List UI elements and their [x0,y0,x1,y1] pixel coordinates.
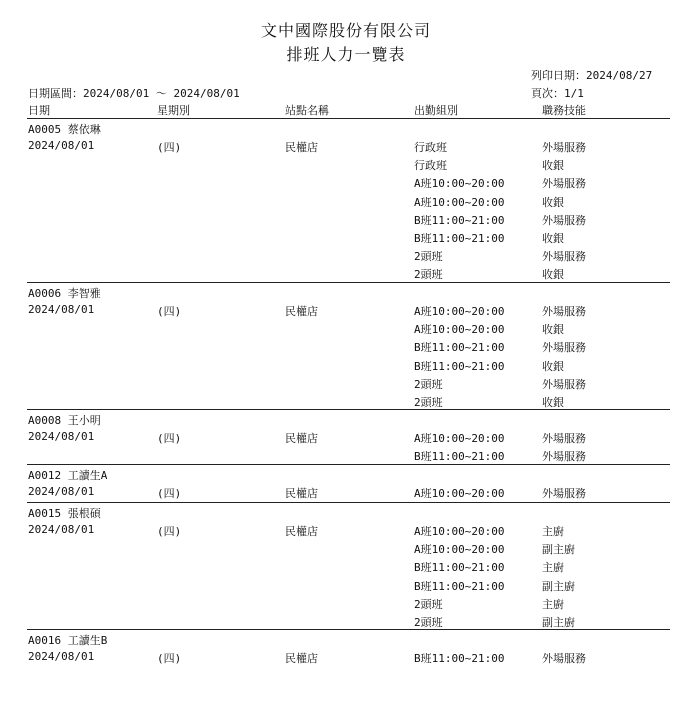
date-range: 日期區間：2024/08/01 ～ 2024/08/01 [28,87,240,100]
shift-group: B班11:00~21:00 [414,214,505,227]
shift-group: A班10:00~20:00 [414,196,505,209]
employee-name: A0006 李智雅 [28,287,101,300]
job-skill: 收銀 [542,232,564,245]
job-skill: 主廚 [542,598,564,611]
job-skill: 外場服務 [542,652,586,665]
employee-divider [27,629,670,630]
page-number: 頁次：1/1 [531,87,584,100]
job-skill: 主廚 [542,561,564,574]
schedule-date: 2024/08/01 [28,430,95,443]
shift-group: 2頭班 [414,268,443,281]
shift-group: 行政班 [414,159,447,172]
schedule-date: 2024/08/01 [28,650,95,663]
shift-group: B班11:00~21:00 [414,652,505,665]
job-skill: 收銀 [542,159,564,172]
schedule-date: 2024/08/01 [28,303,95,316]
shift-group: 2頭班 [414,250,443,263]
shift-group: B班11:00~21:00 [414,232,505,245]
job-skill: 副主廚 [542,580,575,593]
employee-divider [27,409,670,410]
schedule-date: 2024/08/01 [28,139,95,152]
employee-divider [27,502,670,503]
column-header-store: 站點名稱 [285,104,329,117]
shift-group: 行政班 [414,141,447,154]
job-skill: 收銀 [542,196,564,209]
job-skill: 外場服務 [542,250,586,263]
store-name: 民權店 [285,141,318,154]
employee-name: A0005 蔡依琳 [28,123,101,136]
shift-group: B班11:00~21:00 [414,341,505,354]
shift-group: B班11:00~21:00 [414,450,505,463]
job-skill: 外場服務 [542,341,586,354]
shift-group: A班10:00~20:00 [414,323,505,336]
job-skill: 收銀 [542,396,564,409]
employee-divider [27,282,670,283]
job-skill: 副主廚 [542,543,575,556]
shift-group: B班11:00~21:00 [414,360,505,373]
column-header-skill: 職務技能 [542,104,586,117]
weekday: (四) [157,487,182,500]
shift-group: 2頭班 [414,598,443,611]
weekday: (四) [157,305,182,318]
shift-group: 2頭班 [414,396,443,409]
job-skill: 外場服務 [542,450,586,463]
job-skill: 收銀 [542,323,564,336]
shift-group: 2頭班 [414,378,443,391]
employee-divider [27,464,670,465]
weekday: (四) [157,432,182,445]
shift-group: 2頭班 [414,616,443,629]
job-skill: 外場服務 [542,141,586,154]
schedule-date: 2024/08/01 [28,523,95,536]
weekday: (四) [157,525,182,538]
store-name: 民權店 [285,525,318,538]
job-skill: 外場服務 [542,214,586,227]
column-header-weekday: 星期別 [157,104,190,117]
store-name: 民權店 [285,652,318,665]
shift-group: A班10:00~20:00 [414,177,505,190]
schedule-date: 2024/08/01 [28,485,95,498]
column-header-shift: 出勤組別 [414,104,458,117]
job-skill: 外場服務 [542,177,586,190]
shift-group: B班11:00~21:00 [414,580,505,593]
header-divider [27,118,670,119]
job-skill: 收銀 [542,360,564,373]
job-skill: 外場服務 [542,378,586,391]
store-name: 民權店 [285,487,318,500]
employee-name: A0015 張根碩 [28,507,101,520]
shift-group: A班10:00~20:00 [414,543,505,556]
weekday: (四) [157,652,182,665]
column-header-date: 日期 [28,104,50,117]
job-skill: 副主廚 [542,616,575,629]
job-skill: 外場服務 [542,305,586,318]
job-skill: 外場服務 [542,432,586,445]
employee-name: A0008 王小明 [28,414,101,427]
job-skill: 收銀 [542,268,564,281]
shift-group: A班10:00~20:00 [414,305,505,318]
employee-name: A0016 工讀生B [28,634,108,647]
shift-group: A班10:00~20:00 [414,432,505,445]
company-name: 文中國際股份有限公司 [260,21,431,40]
shift-group: A班10:00~20:00 [414,487,505,500]
shift-group: B班11:00~21:00 [414,561,505,574]
store-name: 民權店 [285,305,318,318]
store-name: 民權店 [285,432,318,445]
job-skill: 主廚 [542,525,564,538]
print-date: 列印日期：2024/08/27 [531,69,653,82]
employee-name: A0012 工讀生A [28,469,108,482]
job-skill: 外場服務 [542,487,586,500]
report-title: 排班人力一覽表 [286,45,406,64]
shift-group: A班10:00~20:00 [414,525,505,538]
weekday: (四) [157,141,182,154]
